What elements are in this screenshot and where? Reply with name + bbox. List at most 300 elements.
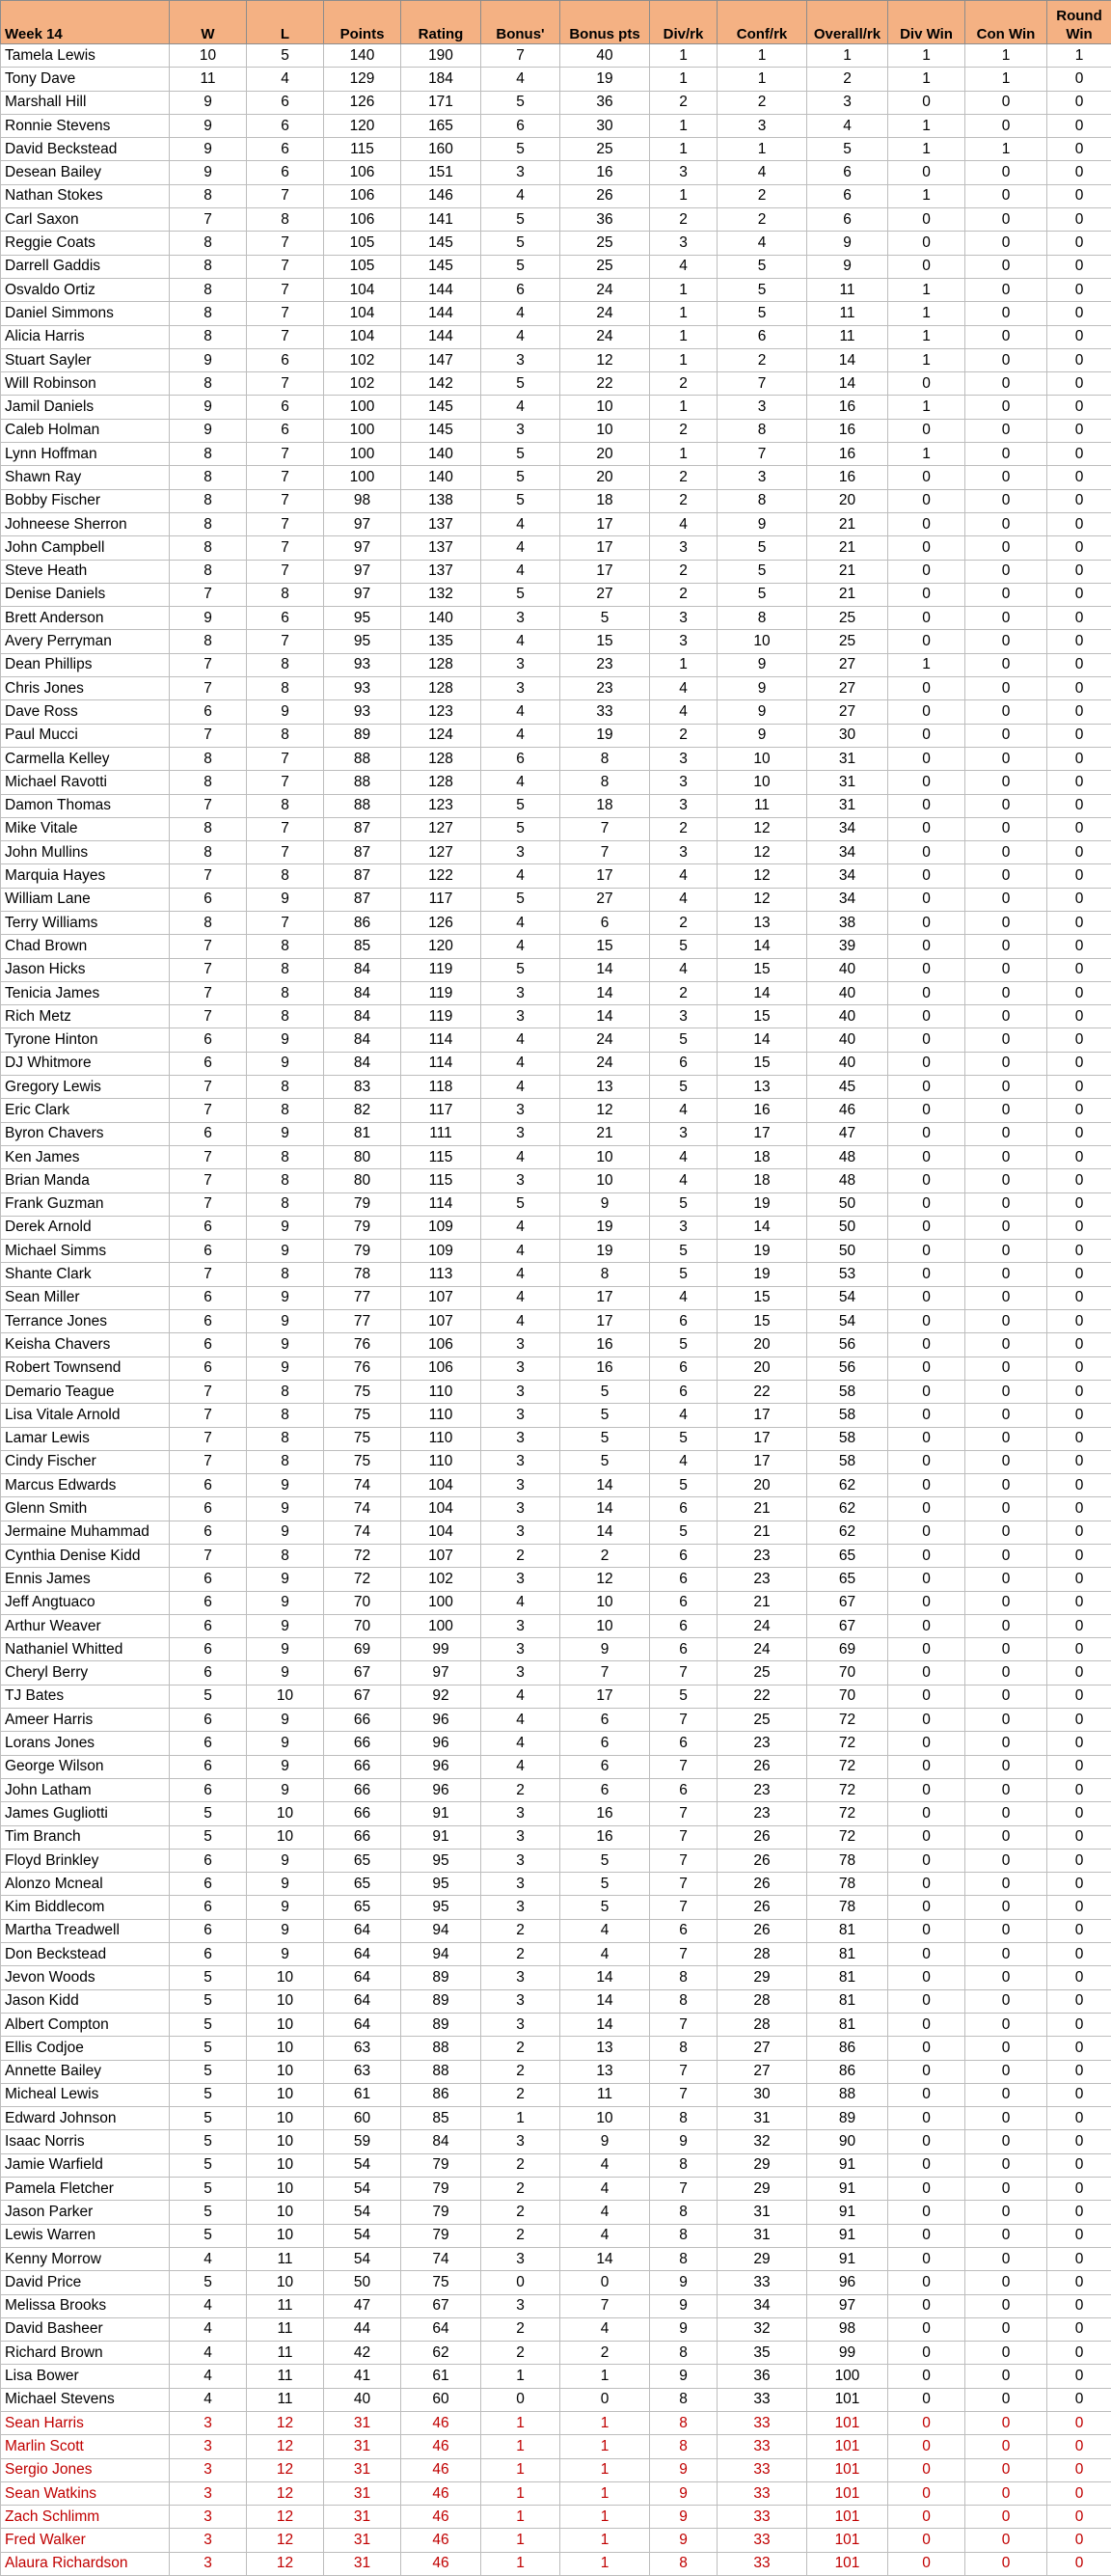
table-row [1,1122,1111,1145]
points-cell: 81 [324,1122,401,1145]
div-rank-cell: 1 [650,114,718,137]
overall-rank-cell: 91 [807,2178,888,2201]
bonus-count-cell: 2 [481,2037,560,2060]
points-cell: 50 [324,2271,401,2294]
overall-rank-cell: 72 [807,1709,888,1732]
points-cell: 47 [324,2294,401,2317]
con-win-cell: 0 [965,1450,1047,1473]
wins-cell: 6 [170,1052,247,1075]
player-name-cell: Sean Miller [1,1286,170,1309]
round-win-cell: 0 [1047,512,1111,535]
overall-rank-cell: 40 [807,1005,888,1028]
points-cell: 54 [324,2247,401,2270]
points-cell: 84 [324,958,401,981]
overall-rank-cell: 39 [807,935,888,958]
div-rank-cell: 3 [650,1122,718,1145]
bonus-count-cell: 2 [481,2178,560,2201]
points-cell: 40 [324,2388,401,2411]
wins-cell: 10 [170,44,247,68]
con-win-cell: 0 [965,208,1047,232]
rating-cell: 64 [401,2317,481,2341]
bonus-count-cell: 4 [481,724,560,747]
conf-rank-cell: 2 [718,208,807,232]
points-cell: 88 [324,794,401,817]
conf-rank-cell: 4 [718,161,807,184]
rating-cell: 145 [401,255,481,278]
div-win-cell: 0 [888,1709,965,1732]
points-cell: 63 [324,2060,401,2083]
conf-rank-cell: 31 [718,2107,807,2130]
div-win-cell: 0 [888,161,965,184]
losses-cell: 7 [247,911,324,934]
table-row [1,68,1111,91]
wins-cell: 6 [170,1732,247,1755]
con-win-cell: 0 [965,1849,1047,1872]
rating-cell: 127 [401,841,481,864]
div-rank-cell: 3 [650,747,718,770]
div-rank-cell: 7 [650,1802,718,1825]
div-rank-cell: 5 [650,1427,718,1450]
points-cell: 106 [324,184,401,207]
overall-rank-cell: 58 [807,1450,888,1473]
losses-cell: 7 [247,489,324,512]
bonus-pts-cell: 6 [560,911,650,934]
losses-cell: 7 [247,841,324,864]
bonus-count-cell: 4 [481,325,560,348]
points-cell: 100 [324,396,401,419]
div-win-cell: 0 [888,1802,965,1825]
player-name-cell: Carmella Kelley [1,747,170,770]
con-win-cell: 0 [965,2107,1047,2130]
round-win-cell: 0 [1047,2201,1111,2224]
points-cell: 87 [324,888,401,911]
round-win-cell: 0 [1047,255,1111,278]
overall-rank-cell: 81 [807,1966,888,1989]
table-row [1,2107,1111,2130]
player-name-cell: Jermaine Muhammad [1,1521,170,1544]
wins-cell: 8 [170,911,247,934]
bonus-pts-cell: 17 [560,560,650,583]
div-win-cell: 0 [888,2506,965,2529]
bonus-pts-cell: 5 [560,1427,650,1450]
points-cell: 86 [324,911,401,934]
conf-rank-cell: 26 [718,1825,807,1849]
div-rank-cell: 1 [650,184,718,207]
points-cell: 65 [324,1896,401,1919]
losses-cell: 9 [247,1614,324,1637]
round-win-cell: 0 [1047,560,1111,583]
points-cell: 44 [324,2317,401,2341]
div-win-cell: 0 [888,771,965,794]
conf-rank-cell: 29 [718,2178,807,2201]
bonus-pts-cell: 16 [560,161,650,184]
losses-cell: 5 [247,44,324,68]
losses-cell: 12 [247,2458,324,2481]
player-name-cell: James Gugliotti [1,1802,170,1825]
wins-cell: 4 [170,2342,247,2365]
points-cell: 66 [324,1709,401,1732]
div-rank-cell: 1 [650,278,718,301]
div-rank-cell: 1 [650,653,718,676]
div-win-cell: 0 [888,1310,965,1333]
wins-cell: 7 [170,1076,247,1099]
conf-rank-cell: 10 [718,630,807,653]
points-cell: 100 [324,466,401,489]
rating-cell: 184 [401,68,481,91]
bonus-count-cell: 1 [481,2481,560,2505]
table-row [1,1849,1111,1872]
overall-rank-cell: 98 [807,2317,888,2341]
div-rank-cell: 3 [650,607,718,630]
con-win-cell: 0 [965,653,1047,676]
table-row [1,419,1111,442]
div-win-cell: 0 [888,536,965,560]
div-rank-cell: 6 [650,1545,718,1568]
bonus-count-cell: 2 [481,2201,560,2224]
wins-cell: 9 [170,161,247,184]
bonus-pts-cell: 14 [560,2013,650,2036]
losses-cell: 8 [247,1545,324,1568]
div-rank-cell: 5 [650,1333,718,1357]
overall-rank-cell: 54 [807,1310,888,1333]
conf-rank-cell: 12 [718,864,807,888]
div-rank-cell: 8 [650,1966,718,1989]
overall-rank-cell: 31 [807,771,888,794]
losses-cell: 10 [247,2013,324,2036]
wins-cell: 7 [170,1404,247,1427]
conf-rank-cell: 26 [718,1919,807,1942]
table-row [1,2201,1111,2224]
losses-cell: 8 [247,724,324,747]
wins-cell: 8 [170,372,247,396]
points-cell: 84 [324,1052,401,1075]
player-name-cell: Lamar Lewis [1,1427,170,1450]
overall-rank-cell: 27 [807,677,888,700]
header-conf-rank: Conf/rk [718,1,807,44]
div-win-cell: 0 [888,1919,965,1942]
losses-cell: 8 [247,958,324,981]
div-win-cell: 0 [888,677,965,700]
points-cell: 66 [324,1778,401,1801]
overall-rank-cell: 21 [807,512,888,535]
div-win-cell: 0 [888,2013,965,2036]
player-name-cell: Keisha Chavers [1,1333,170,1357]
bonus-pts-cell: 24 [560,278,650,301]
losses-cell: 9 [247,1357,324,1380]
player-name-cell: Alicia Harris [1,325,170,348]
points-cell: 63 [324,2037,401,2060]
conf-rank-cell: 5 [718,583,807,606]
rating-cell: 96 [401,1755,481,1778]
rating-cell: 138 [401,489,481,512]
rating-cell: 114 [401,1192,481,1216]
bonus-count-cell: 1 [481,2435,560,2458]
table-row [1,1591,1111,1614]
header-rating: Rating [401,1,481,44]
table-row [1,1919,1111,1942]
conf-rank-cell: 26 [718,1849,807,1872]
div-win-cell: 0 [888,1192,965,1216]
table-row [1,2458,1111,2481]
div-win-cell: 0 [888,1591,965,1614]
div-win-cell: 0 [888,2130,965,2153]
losses-cell: 9 [247,1709,324,1732]
table-row [1,583,1111,606]
bonus-count-cell: 5 [481,489,560,512]
conf-rank-cell: 12 [718,841,807,864]
conf-rank-cell: 28 [718,1943,807,1966]
bonus-count-cell: 4 [481,512,560,535]
player-name-cell: Gregory Lewis [1,1076,170,1099]
rating-cell: 118 [401,1076,481,1099]
overall-rank-cell: 50 [807,1240,888,1263]
table-row [1,2060,1111,2083]
div-rank-cell: 3 [650,841,718,864]
overall-rank-cell: 1 [807,44,888,68]
table-row [1,747,1111,770]
player-name-cell: Jason Kidd [1,1989,170,2013]
div-win-cell: 0 [888,419,965,442]
bonus-count-cell: 6 [481,747,560,770]
wins-cell: 5 [170,2130,247,2153]
div-win-cell: 0 [888,466,965,489]
table-row [1,114,1111,137]
div-win-cell: 0 [888,1076,965,1099]
overall-rank-cell: 47 [807,1122,888,1145]
con-win-cell: 0 [965,1122,1047,1145]
header-points: Points [324,1,401,44]
overall-rank-cell: 88 [807,2083,888,2106]
bonus-pts-cell: 7 [560,2294,650,2317]
bonus-pts-cell: 21 [560,1122,650,1145]
rating-cell: 102 [401,1568,481,1591]
div-win-cell: 0 [888,981,965,1004]
wins-cell: 5 [170,1685,247,1708]
bonus-pts-cell: 6 [560,1755,650,1778]
player-name-cell: Darrell Gaddis [1,255,170,278]
overall-rank-cell: 21 [807,536,888,560]
points-cell: 100 [324,419,401,442]
div-rank-cell: 6 [650,1919,718,1942]
table-row [1,161,1111,184]
conf-rank-cell: 22 [718,1380,807,1403]
overall-rank-cell: 89 [807,2107,888,2130]
table-row [1,372,1111,396]
div-rank-cell: 8 [650,1989,718,2013]
bonus-count-cell: 4 [481,911,560,934]
conf-rank-cell: 29 [718,1966,807,1989]
con-win-cell: 0 [965,1709,1047,1732]
con-win-cell: 1 [965,138,1047,161]
wins-cell: 6 [170,1310,247,1333]
div-win-cell: 0 [888,2552,965,2575]
bonus-pts-cell: 36 [560,208,650,232]
bonus-count-cell: 3 [481,1849,560,1872]
bonus-pts-cell: 6 [560,1709,650,1732]
player-name-cell: Kim Biddlecom [1,1896,170,1919]
table-row [1,232,1111,255]
losses-cell: 4 [247,68,324,91]
div-rank-cell: 2 [650,911,718,934]
points-cell: 74 [324,1497,401,1521]
bonus-count-cell: 2 [481,1919,560,1942]
bonus-count-cell: 4 [481,1240,560,1263]
div-win-cell: 0 [888,747,965,770]
points-cell: 75 [324,1404,401,1427]
conf-rank-cell: 1 [718,68,807,91]
wins-cell: 8 [170,841,247,864]
wins-cell: 7 [170,1380,247,1403]
table-row [1,443,1111,466]
rating-cell: 61 [401,2365,481,2388]
bonus-count-cell: 3 [481,161,560,184]
div-rank-cell: 1 [650,396,718,419]
bonus-count-cell: 2 [481,2083,560,2106]
overall-rank-cell: 81 [807,1989,888,2013]
conf-rank-cell: 10 [718,747,807,770]
bonus-count-cell: 3 [481,1357,560,1380]
losses-cell: 9 [247,1474,324,1497]
conf-rank-cell: 8 [718,419,807,442]
div-win-cell: 0 [888,700,965,724]
overall-rank-cell: 78 [807,1849,888,1872]
points-cell: 31 [324,2552,401,2575]
rating-cell: 79 [401,2201,481,2224]
losses-cell: 12 [247,2435,324,2458]
div-win-cell: 0 [888,208,965,232]
losses-cell: 8 [247,1380,324,1403]
round-win-cell: 0 [1047,583,1111,606]
round-win-cell: 0 [1047,2247,1111,2270]
losses-cell: 12 [247,2481,324,2505]
wins-cell: 5 [170,2178,247,2201]
div-win-cell: 1 [888,302,965,325]
table-row [1,184,1111,207]
div-win-cell: 0 [888,1240,965,1263]
conf-rank-cell: 9 [718,700,807,724]
losses-cell: 8 [247,864,324,888]
table-row [1,1474,1111,1497]
bonus-count-cell: 4 [481,68,560,91]
round-win-cell: 0 [1047,911,1111,934]
losses-cell: 9 [247,1919,324,1942]
bonus-count-cell: 2 [481,2224,560,2247]
losses-cell: 7 [247,630,324,653]
overall-rank-cell: 81 [807,2013,888,2036]
bonus-pts-cell: 4 [560,2153,650,2177]
points-cell: 82 [324,1099,401,1122]
con-win-cell: 0 [965,935,1047,958]
conf-rank-cell: 33 [718,2411,807,2434]
div-rank-cell: 6 [650,1732,718,1755]
points-cell: 87 [324,864,401,888]
wins-cell: 6 [170,1896,247,1919]
wins-cell: 8 [170,817,247,840]
wins-cell: 8 [170,255,247,278]
overall-rank-cell: 62 [807,1497,888,1521]
overall-rank-cell: 16 [807,396,888,419]
round-win-cell: 0 [1047,1966,1111,1989]
player-name-cell: Isaac Norris [1,2130,170,2153]
div-win-cell: 0 [888,255,965,278]
wins-cell: 7 [170,1192,247,1216]
div-rank-cell: 6 [650,1778,718,1801]
div-win-cell: 0 [888,1474,965,1497]
div-win-cell: 0 [888,2411,965,2434]
div-win-cell: 1 [888,396,965,419]
points-cell: 54 [324,2201,401,2224]
overall-rank-cell: 25 [807,630,888,653]
round-win-cell: 0 [1047,2342,1111,2365]
bonus-pts-cell: 7 [560,841,650,864]
table-row [1,1825,1111,1849]
round-win-cell: 0 [1047,489,1111,512]
con-win-cell: 0 [965,2458,1047,2481]
player-name-cell: John Mullins [1,841,170,864]
overall-rank-cell: 50 [807,1192,888,1216]
bonus-pts-cell: 0 [560,2388,650,2411]
bonus-pts-cell: 24 [560,1028,650,1052]
con-win-cell: 0 [965,1545,1047,1568]
bonus-count-cell: 4 [481,1076,560,1099]
rating-cell: 75 [401,2271,481,2294]
wins-cell: 6 [170,700,247,724]
con-win-cell: 0 [965,1966,1047,1989]
points-cell: 65 [324,1873,401,1896]
player-name-cell: Martha Treadwell [1,1919,170,1942]
bonus-pts-cell: 4 [560,2201,650,2224]
overall-rank-cell: 67 [807,1591,888,1614]
conf-rank-cell: 33 [718,2435,807,2458]
overall-rank-cell: 78 [807,1873,888,1896]
bonus-count-cell: 2 [481,2153,560,2177]
bonus-count-cell: 4 [481,1310,560,1333]
player-name-cell: Edward Johnson [1,2107,170,2130]
con-win-cell: 0 [965,1192,1047,1216]
player-name-cell: Marquia Hayes [1,864,170,888]
round-win-cell: 0 [1047,1802,1111,1825]
round-win-cell: 0 [1047,302,1111,325]
losses-cell: 9 [247,888,324,911]
losses-cell: 7 [247,372,324,396]
bonus-count-cell: 5 [481,466,560,489]
header-bonus-pts: Bonus pts [560,1,650,44]
conf-rank-cell: 16 [718,1099,807,1122]
points-cell: 79 [324,1216,401,1239]
losses-cell: 10 [247,2201,324,2224]
wins-cell: 6 [170,1614,247,1637]
rating-cell: 106 [401,1333,481,1357]
points-cell: 74 [324,1521,401,1544]
conf-rank-cell: 21 [718,1591,807,1614]
conf-rank-cell: 5 [718,255,807,278]
losses-cell: 10 [247,2271,324,2294]
table-row [1,325,1111,348]
rating-cell: 151 [401,161,481,184]
rating-cell: 141 [401,208,481,232]
con-win-cell: 0 [965,2529,1047,2552]
rating-cell: 128 [401,677,481,700]
div-win-cell: 1 [888,278,965,301]
table-row [1,2153,1111,2177]
rating-cell: 190 [401,44,481,68]
round-win-cell: 0 [1047,1005,1111,1028]
losses-cell: 9 [247,1052,324,1075]
div-rank-cell: 6 [650,1380,718,1403]
rating-cell: 67 [401,2294,481,2317]
bonus-count-cell: 5 [481,794,560,817]
conf-rank-cell: 18 [718,1169,807,1192]
